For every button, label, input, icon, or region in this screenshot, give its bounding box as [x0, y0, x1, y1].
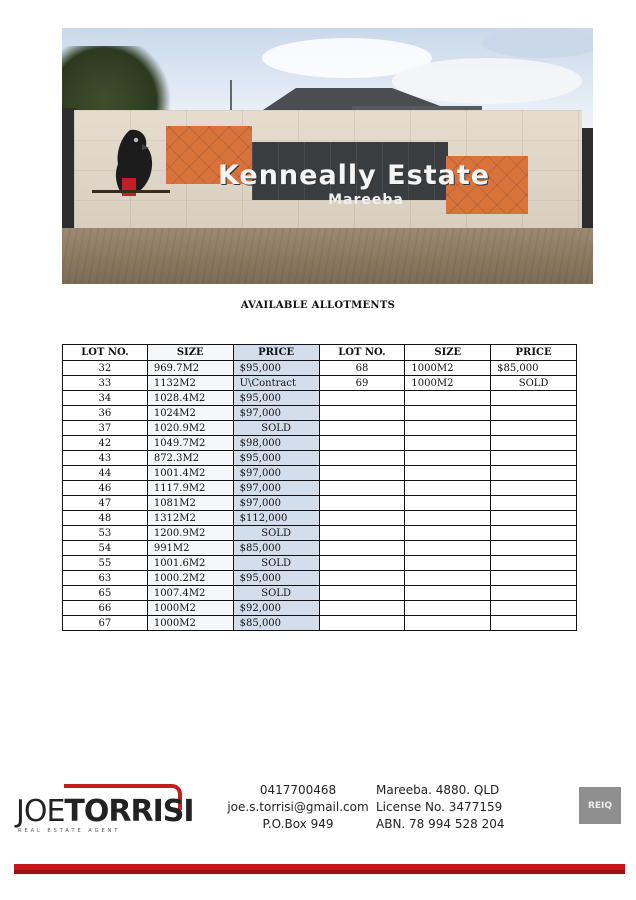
- lot-cell: [319, 391, 405, 406]
- wall-post: [581, 128, 593, 238]
- size-cell: 1000M2: [147, 601, 233, 616]
- size-cell: 1117.9M2: [147, 481, 233, 496]
- price-cell: [491, 466, 577, 481]
- price-cell: $95,000: [233, 391, 319, 406]
- table-row: [63, 586, 577, 601]
- price-cell: [491, 556, 577, 571]
- size-cell: 1000M2: [147, 616, 233, 631]
- lot-cell: [319, 511, 405, 526]
- lot-cell: 48: [63, 511, 148, 526]
- lot-cell: 63: [63, 571, 148, 586]
- price-cell: $97,000: [233, 496, 319, 511]
- size-cell: [405, 556, 491, 571]
- size-cell: [405, 406, 491, 421]
- size-cell: 1049.7M2: [147, 436, 233, 451]
- price-cell: [491, 601, 577, 616]
- column-header: PRICE: [233, 345, 319, 361]
- cloud: [482, 28, 593, 58]
- price-cell: SOLD: [491, 376, 577, 391]
- table-row: [63, 361, 577, 376]
- price-cell: $95,000: [233, 451, 319, 466]
- abn-number: ABN. 78 994 528 204: [376, 817, 505, 831]
- logo-text: [16, 794, 194, 829]
- company-logo: [16, 784, 194, 834]
- size-cell: 1024M2: [147, 406, 233, 421]
- size-cell: 969.7M2: [147, 361, 233, 376]
- phone-number: 0417700468: [259, 783, 337, 797]
- column-header: LOT NO.: [319, 345, 405, 361]
- size-cell: 1028.4M2: [147, 391, 233, 406]
- table-row: [63, 541, 577, 556]
- table-row: [63, 496, 577, 511]
- business-details: [376, 782, 504, 833]
- price-cell: [491, 571, 577, 586]
- size-cell: [405, 541, 491, 556]
- size-cell: [405, 496, 491, 511]
- size-cell: 991M2: [147, 541, 233, 556]
- size-cell: 872.3M2: [147, 451, 233, 466]
- lot-cell: 46: [63, 481, 148, 496]
- logo-tagline: REAL ESTATE AGENT: [18, 828, 121, 834]
- price-cell: SOLD: [233, 526, 319, 541]
- reiq-badge: REIQ: [579, 787, 621, 824]
- size-cell: 1132M2: [147, 376, 233, 391]
- allotments-table: [62, 344, 577, 631]
- table-row: [63, 601, 577, 616]
- price-cell: [491, 406, 577, 421]
- logo-joe: JOE: [16, 794, 65, 829]
- price-cell: [491, 526, 577, 541]
- contact-details: [224, 782, 372, 833]
- size-cell: 1007.4M2: [147, 586, 233, 601]
- lot-cell: 55: [63, 556, 148, 571]
- lot-cell: [319, 586, 405, 601]
- lot-cell: [319, 571, 405, 586]
- column-header: SIZE: [147, 345, 233, 361]
- size-cell: [405, 421, 491, 436]
- lot-cell: [319, 451, 405, 466]
- lot-cell: 34: [63, 391, 148, 406]
- price-cell: $95,000: [233, 571, 319, 586]
- price-cell: [491, 451, 577, 466]
- table-row: [63, 526, 577, 541]
- column-header: LOT NO.: [63, 345, 148, 361]
- sign-subtitle: Mareeba: [328, 192, 404, 208]
- size-cell: [405, 466, 491, 481]
- size-cell: [405, 616, 491, 631]
- table-row: [63, 451, 577, 466]
- lot-cell: [319, 541, 405, 556]
- size-cell: 1312M2: [147, 511, 233, 526]
- logo-torrisi: TORRISI: [64, 794, 194, 829]
- price-cell: $85,000: [233, 541, 319, 556]
- price-cell: [491, 496, 577, 511]
- lot-cell: [319, 496, 405, 511]
- lot-cell: 66: [63, 601, 148, 616]
- lot-cell: [319, 616, 405, 631]
- lot-cell: 53: [63, 526, 148, 541]
- price-cell: SOLD: [233, 556, 319, 571]
- lot-cell: 32: [63, 361, 148, 376]
- table-row: [63, 466, 577, 481]
- price-cell: $98,000: [233, 436, 319, 451]
- table-body: [63, 361, 577, 631]
- table-row: [63, 376, 577, 391]
- table-row: [63, 511, 577, 526]
- lot-cell: [319, 421, 405, 436]
- lot-cell: [319, 526, 405, 541]
- price-cell: $97,000: [233, 481, 319, 496]
- size-cell: [405, 436, 491, 451]
- size-cell: 1200.9M2: [147, 526, 233, 541]
- lot-cell: [319, 601, 405, 616]
- size-cell: [405, 451, 491, 466]
- price-cell: $112,000: [233, 511, 319, 526]
- lot-cell: 47: [63, 496, 148, 511]
- ground: [62, 228, 593, 284]
- size-cell: [405, 391, 491, 406]
- lot-cell: 42: [63, 436, 148, 451]
- price-cell: $92,000: [233, 601, 319, 616]
- price-cell: SOLD: [233, 421, 319, 436]
- size-cell: 1001.6M2: [147, 556, 233, 571]
- lot-cell: [319, 556, 405, 571]
- size-cell: 1000.2M2: [147, 571, 233, 586]
- lot-cell: 65: [63, 586, 148, 601]
- lot-cell: 33: [63, 376, 148, 391]
- size-cell: [405, 481, 491, 496]
- lot-cell: 67: [63, 616, 148, 631]
- po-box: P.O.Box 949: [262, 817, 334, 831]
- price-cell: [491, 436, 577, 451]
- price-cell: $97,000: [233, 406, 319, 421]
- license-number: License No. 3477159: [376, 800, 503, 814]
- price-cell: [491, 511, 577, 526]
- table-row: [63, 406, 577, 421]
- price-cell: $97,000: [233, 466, 319, 481]
- table-row: [63, 556, 577, 571]
- lot-cell: [319, 481, 405, 496]
- price-cell: SOLD: [233, 586, 319, 601]
- size-cell: 1081M2: [147, 496, 233, 511]
- lot-cell: 44: [63, 466, 148, 481]
- footer-red-bar-shadow: [14, 870, 625, 874]
- table-row: [63, 571, 577, 586]
- size-cell: [405, 601, 491, 616]
- size-cell: 1001.4M2: [147, 466, 233, 481]
- price-cell: [491, 481, 577, 496]
- price-cell: $85,000: [491, 361, 577, 376]
- email-address: joe.s.torrisi@gmail.com: [227, 800, 369, 814]
- lot-cell: 43: [63, 451, 148, 466]
- price-cell: $85,000: [233, 616, 319, 631]
- lot-cell: [319, 406, 405, 421]
- size-cell: [405, 571, 491, 586]
- table-row: [63, 436, 577, 451]
- lot-cell: 36: [63, 406, 148, 421]
- price-cell: U\Contract: [233, 376, 319, 391]
- page-title: AVAILABLE ALLOTMENTS: [240, 300, 396, 311]
- sign-title: Kenneally Estate: [217, 160, 491, 191]
- location: Mareeba. 4880. QLD: [376, 783, 500, 797]
- price-cell: $95,000: [233, 361, 319, 376]
- table-row: [63, 616, 577, 631]
- column-header: SIZE: [405, 345, 491, 361]
- lot-cell: 37: [63, 421, 148, 436]
- size-cell: [405, 511, 491, 526]
- table-header-row: [63, 345, 577, 361]
- estate-sign-photo: [62, 28, 593, 284]
- size-cell: [405, 586, 491, 601]
- price-cell: [491, 541, 577, 556]
- price-cell: [491, 616, 577, 631]
- table-row: [63, 421, 577, 436]
- cloud: [392, 58, 582, 104]
- lot-cell: 68: [319, 361, 405, 376]
- size-cell: 1020.9M2: [147, 421, 233, 436]
- table-row: [63, 391, 577, 406]
- lot-cell: 69: [319, 376, 405, 391]
- column-header: PRICE: [491, 345, 577, 361]
- lot-cell: 54: [63, 541, 148, 556]
- size-cell: 1000M2: [405, 361, 491, 376]
- cockatoo-icon: [92, 124, 170, 204]
- size-cell: [405, 526, 491, 541]
- size-cell: 1000M2: [405, 376, 491, 391]
- price-cell: [491, 421, 577, 436]
- price-cell: [491, 391, 577, 406]
- lot-cell: [319, 436, 405, 451]
- price-cell: [491, 586, 577, 601]
- lot-cell: [319, 466, 405, 481]
- table-row: [63, 481, 577, 496]
